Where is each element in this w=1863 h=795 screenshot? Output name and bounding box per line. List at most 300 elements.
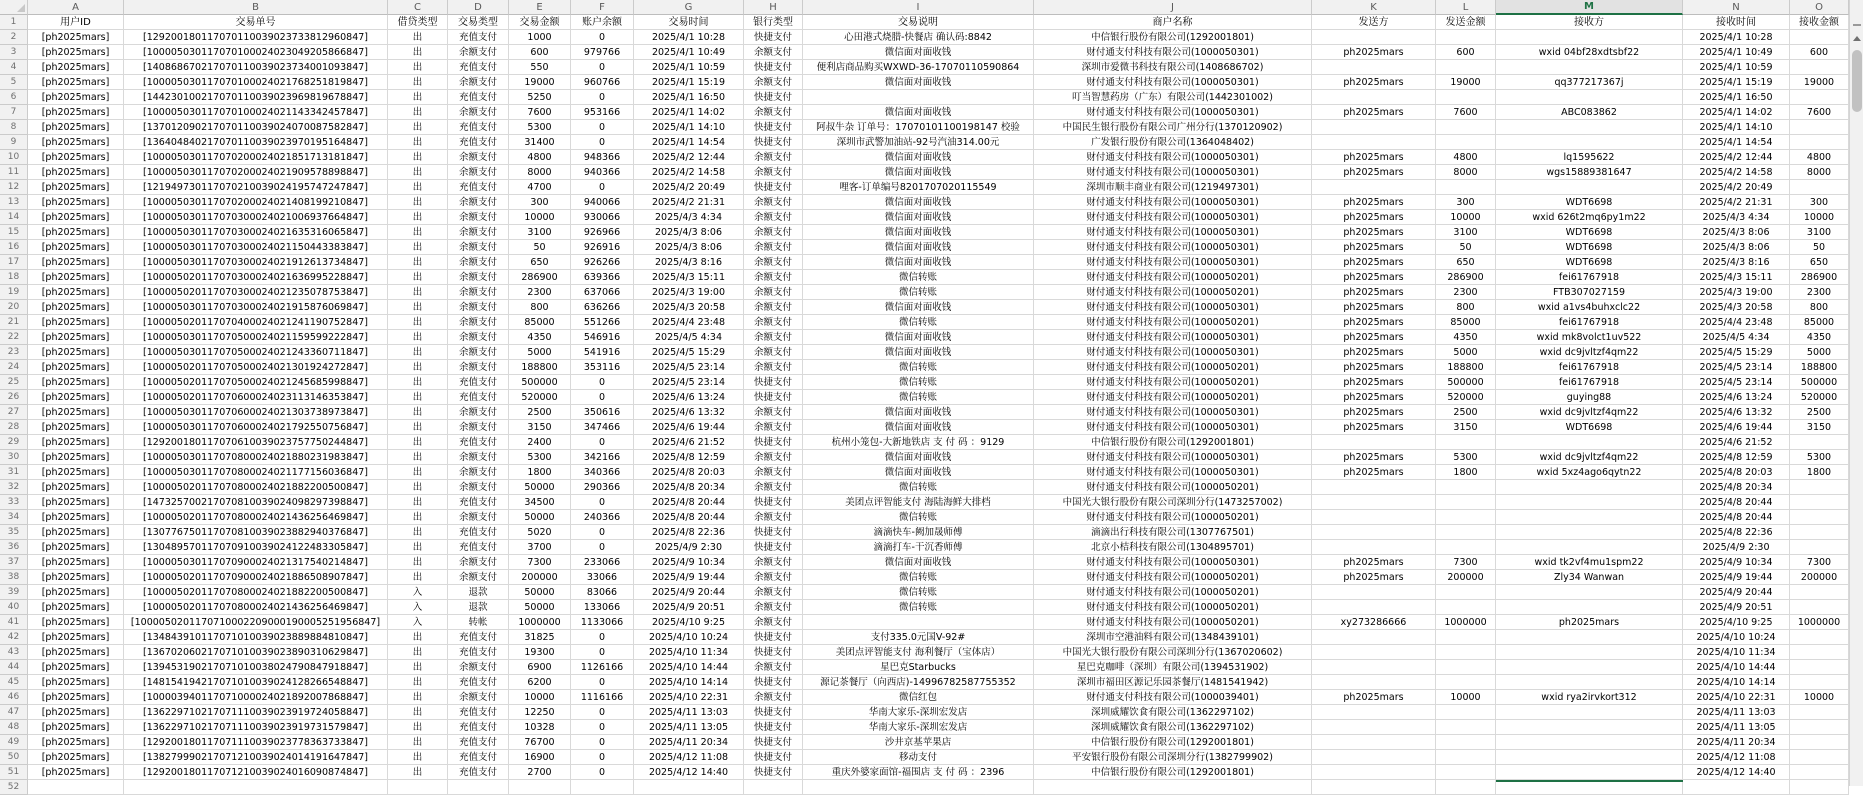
- scroll-up-icon[interactable]: [1853, 36, 1861, 41]
- row-header-7[interactable]: 7: [0, 105, 28, 120]
- cell-L35[interactable]: [1436, 525, 1496, 540]
- cell-F15[interactable]: 926966: [571, 225, 634, 240]
- cell-J26[interactable]: 财付通支付科技有限公司(1000050201): [1034, 390, 1312, 405]
- row-header-47[interactable]: 47: [0, 705, 28, 720]
- cell-E4[interactable]: 550: [509, 60, 571, 75]
- cell-D20[interactable]: 余额支付: [448, 300, 509, 315]
- cell-L23[interactable]: 5000: [1436, 345, 1496, 360]
- cell-M14[interactable]: wxid 626t2mq6py1m22: [1496, 210, 1683, 225]
- cell-K28[interactable]: ph2025mars: [1312, 420, 1436, 435]
- cell-D17[interactable]: 余额支付: [448, 255, 509, 270]
- row-header-21[interactable]: 21: [0, 315, 28, 330]
- cell-N38[interactable]: 2025/4/9 19:44: [1683, 570, 1790, 585]
- cell-K6[interactable]: [1312, 90, 1436, 105]
- cell-D18[interactable]: 余额支付: [448, 270, 509, 285]
- cell-H20[interactable]: 余额支付: [744, 300, 803, 315]
- cell-J9[interactable]: 广发银行股份有限公司(1364048402): [1034, 135, 1312, 150]
- cell-M4[interactable]: [1496, 60, 1683, 75]
- cell-A16[interactable]: [ph2025mars]: [28, 240, 124, 255]
- cell-G26[interactable]: 2025/4/6 13:24: [634, 390, 744, 405]
- cell-A3[interactable]: [ph2025mars]: [28, 45, 124, 60]
- cell-E11[interactable]: 8000: [509, 165, 571, 180]
- cell-M10[interactable]: lq1595622: [1496, 150, 1683, 165]
- cell-I21[interactable]: 微信转账: [803, 315, 1034, 330]
- cell-J4[interactable]: 深圳市爱微书科技有限公司(1408686702): [1034, 60, 1312, 75]
- cell-J52[interactable]: [1034, 780, 1312, 795]
- cell-A19[interactable]: [ph2025mars]: [28, 285, 124, 300]
- cell-B16[interactable]: [100005030117070300024021150443383847]: [124, 240, 388, 255]
- cell-M5[interactable]: qq377217367j: [1496, 75, 1683, 90]
- cell-J15[interactable]: 财付通支付科技有限公司(1000050301): [1034, 225, 1312, 240]
- cell-F19[interactable]: 637066: [571, 285, 634, 300]
- cell-J45[interactable]: 深圳市福田区源记乐园茶餐厅(1481541942): [1034, 675, 1312, 690]
- cell-I36[interactable]: 滴滴打车-干沉香师傅: [803, 540, 1034, 555]
- cell-J19[interactable]: 财付通支付科技有限公司(1000050201): [1034, 285, 1312, 300]
- cell-B25[interactable]: [100005020117070500024021245685998847]: [124, 375, 388, 390]
- cell-J40[interactable]: 财付通支付科技有限公司(1000050201): [1034, 600, 1312, 615]
- cell-I5[interactable]: 微信面对面收钱: [803, 75, 1034, 90]
- row-header-10[interactable]: 10: [0, 150, 28, 165]
- cell-F43[interactable]: 0: [571, 645, 634, 660]
- cell-J20[interactable]: 财付通支付科技有限公司(1000050301): [1034, 300, 1312, 315]
- cell-N39[interactable]: 2025/4/9 20:44: [1683, 585, 1790, 600]
- cell-L32[interactable]: [1436, 480, 1496, 495]
- cell-O52[interactable]: [1790, 780, 1849, 795]
- column-header-A[interactable]: A: [28, 0, 124, 15]
- cell-D4[interactable]: 充值支付: [448, 60, 509, 75]
- cell-O39[interactable]: [1790, 585, 1849, 600]
- cell-K45[interactable]: [1312, 675, 1436, 690]
- cell-M33[interactable]: [1496, 495, 1683, 510]
- cell-N2[interactable]: 2025/4/1 10:28: [1683, 30, 1790, 45]
- cell-G45[interactable]: 2025/4/10 14:14: [634, 675, 744, 690]
- cell-K12[interactable]: [1312, 180, 1436, 195]
- cell-E17[interactable]: 650: [509, 255, 571, 270]
- cell-N45[interactable]: 2025/4/10 14:14: [1683, 675, 1790, 690]
- cell-M26[interactable]: guying88: [1496, 390, 1683, 405]
- cell-L39[interactable]: [1436, 585, 1496, 600]
- cell-L5[interactable]: 19000: [1436, 75, 1496, 90]
- cell-G42[interactable]: 2025/4/10 10:24: [634, 630, 744, 645]
- cell-G52[interactable]: [634, 780, 744, 795]
- cell-G43[interactable]: 2025/4/10 11:34: [634, 645, 744, 660]
- cell-C4[interactable]: 出: [388, 60, 448, 75]
- cell-H46[interactable]: 余额支付: [744, 690, 803, 705]
- cell-H15[interactable]: 余额支付: [744, 225, 803, 240]
- cell-C32[interactable]: 出: [388, 480, 448, 495]
- cell-L15[interactable]: 3100: [1436, 225, 1496, 240]
- cell-O1[interactable]: 接收金额: [1790, 15, 1849, 30]
- cell-O29[interactable]: [1790, 435, 1849, 450]
- cell-I46[interactable]: 微信红包: [803, 690, 1034, 705]
- cell-O16[interactable]: 50: [1790, 240, 1849, 255]
- cell-I40[interactable]: 微信转账: [803, 600, 1034, 615]
- cell-H31[interactable]: 余额支付: [744, 465, 803, 480]
- cell-B35[interactable]: [130776750117070810039023882940376847]: [124, 525, 388, 540]
- cell-A4[interactable]: [ph2025mars]: [28, 60, 124, 75]
- cell-N33[interactable]: 2025/4/8 20:44: [1683, 495, 1790, 510]
- cell-G50[interactable]: 2025/4/12 11:08: [634, 750, 744, 765]
- cell-K19[interactable]: ph2025mars: [1312, 285, 1436, 300]
- cell-C30[interactable]: 出: [388, 450, 448, 465]
- cell-G31[interactable]: 2025/4/8 20:03: [634, 465, 744, 480]
- cell-M36[interactable]: [1496, 540, 1683, 555]
- cell-I8[interactable]: 阿叔牛杂 订单号：17070101100198147 校验: [803, 120, 1034, 135]
- cell-M17[interactable]: WDT6698: [1496, 255, 1683, 270]
- cell-C7[interactable]: 出: [388, 105, 448, 120]
- cell-M29[interactable]: [1496, 435, 1683, 450]
- cell-M22[interactable]: wxid mk8volct1uv522: [1496, 330, 1683, 345]
- cell-A27[interactable]: [ph2025mars]: [28, 405, 124, 420]
- cell-C6[interactable]: 出: [388, 90, 448, 105]
- cell-H45[interactable]: 快捷支付: [744, 675, 803, 690]
- cell-E24[interactable]: 188800: [509, 360, 571, 375]
- cell-M6[interactable]: [1496, 90, 1683, 105]
- cell-C18[interactable]: 出: [388, 270, 448, 285]
- cell-K14[interactable]: ph2025mars: [1312, 210, 1436, 225]
- cell-D35[interactable]: 充值支付: [448, 525, 509, 540]
- cell-F46[interactable]: 1116166: [571, 690, 634, 705]
- cell-D41[interactable]: 转帐: [448, 615, 509, 630]
- cell-O10[interactable]: 4800: [1790, 150, 1849, 165]
- cell-O47[interactable]: [1790, 705, 1849, 720]
- cell-N35[interactable]: 2025/4/8 22:36: [1683, 525, 1790, 540]
- cell-F20[interactable]: 636266: [571, 300, 634, 315]
- cell-A41[interactable]: [ph2025mars]: [28, 615, 124, 630]
- cell-C1[interactable]: 借贷类型: [388, 15, 448, 30]
- cell-G15[interactable]: 2025/4/3 8:06: [634, 225, 744, 240]
- cell-O7[interactable]: 7600: [1790, 105, 1849, 120]
- cell-O3[interactable]: 600: [1790, 45, 1849, 60]
- cell-M21[interactable]: fei61767918: [1496, 315, 1683, 330]
- cell-G4[interactable]: 2025/4/1 10:59: [634, 60, 744, 75]
- row-header-14[interactable]: 14: [0, 210, 28, 225]
- cell-L11[interactable]: 8000: [1436, 165, 1496, 180]
- cell-N4[interactable]: 2025/4/1 10:59: [1683, 60, 1790, 75]
- cell-N13[interactable]: 2025/4/2 21:31: [1683, 195, 1790, 210]
- cell-E16[interactable]: 50: [509, 240, 571, 255]
- row-header-16[interactable]: 16: [0, 240, 28, 255]
- row-header-43[interactable]: 43: [0, 645, 28, 660]
- cell-F12[interactable]: 0: [571, 180, 634, 195]
- cell-G7[interactable]: 2025/4/1 14:02: [634, 105, 744, 120]
- cell-G25[interactable]: 2025/4/5 23:14: [634, 375, 744, 390]
- cell-I37[interactable]: 微信面对面收钱: [803, 555, 1034, 570]
- cell-K22[interactable]: ph2025mars: [1312, 330, 1436, 345]
- cell-A7[interactable]: [ph2025mars]: [28, 105, 124, 120]
- cell-K34[interactable]: [1312, 510, 1436, 525]
- cell-B33[interactable]: [147325700217070810039024098297398847]: [124, 495, 388, 510]
- cell-D31[interactable]: 余额支付: [448, 465, 509, 480]
- cell-K33[interactable]: [1312, 495, 1436, 510]
- cell-K27[interactable]: ph2025mars: [1312, 405, 1436, 420]
- cell-I34[interactable]: 微信转账: [803, 510, 1034, 525]
- cell-K2[interactable]: [1312, 30, 1436, 45]
- cell-E49[interactable]: 76700: [509, 735, 571, 750]
- cell-N18[interactable]: 2025/4/3 15:11: [1683, 270, 1790, 285]
- cell-C36[interactable]: 出: [388, 540, 448, 555]
- column-header-N[interactable]: N: [1683, 0, 1790, 15]
- cell-O18[interactable]: 286900: [1790, 270, 1849, 285]
- cell-I38[interactable]: 微信转账: [803, 570, 1034, 585]
- cell-O20[interactable]: 800: [1790, 300, 1849, 315]
- cell-H51[interactable]: 快捷支付: [744, 765, 803, 780]
- cell-I33[interactable]: 美团点评智能支付 海陆海鲜大排档: [803, 495, 1034, 510]
- cell-N25[interactable]: 2025/4/5 23:14: [1683, 375, 1790, 390]
- cell-F4[interactable]: 0: [571, 60, 634, 75]
- cell-K5[interactable]: ph2025mars: [1312, 75, 1436, 90]
- cell-A6[interactable]: [ph2025mars]: [28, 90, 124, 105]
- cell-J22[interactable]: 财付通支付科技有限公司(1000050301): [1034, 330, 1312, 345]
- cell-I30[interactable]: 微信面对面收钱: [803, 450, 1034, 465]
- cell-D19[interactable]: 余额支付: [448, 285, 509, 300]
- cell-A8[interactable]: [ph2025mars]: [28, 120, 124, 135]
- cell-L1[interactable]: 发送金额: [1436, 15, 1496, 30]
- cell-D15[interactable]: 余额支付: [448, 225, 509, 240]
- cell-J37[interactable]: 财付通支付科技有限公司(1000050301): [1034, 555, 1312, 570]
- cell-I45[interactable]: 源记茶餐厅（向西店)-14996782587755352: [803, 675, 1034, 690]
- row-header-4[interactable]: 4: [0, 60, 28, 75]
- cell-B22[interactable]: [100005030117070500024021159599222847]: [124, 330, 388, 345]
- cell-F24[interactable]: 353116: [571, 360, 634, 375]
- cell-M27[interactable]: wxid dc9jvltzf4qm22: [1496, 405, 1683, 420]
- cell-H27[interactable]: 余额支付: [744, 405, 803, 420]
- row-header-26[interactable]: 26: [0, 390, 28, 405]
- cell-O35[interactable]: [1790, 525, 1849, 540]
- cell-D37[interactable]: 余额支付: [448, 555, 509, 570]
- cell-E47[interactable]: 12250: [509, 705, 571, 720]
- cell-F9[interactable]: 0: [571, 135, 634, 150]
- row-header-50[interactable]: 50: [0, 750, 28, 765]
- cell-J6[interactable]: 叮当智慧药房（广东）有限公司(1442301002): [1034, 90, 1312, 105]
- cell-H16[interactable]: 余额支付: [744, 240, 803, 255]
- cell-A51[interactable]: [ph2025mars]: [28, 765, 124, 780]
- cell-O23[interactable]: 5000: [1790, 345, 1849, 360]
- cell-C16[interactable]: 出: [388, 240, 448, 255]
- cell-C9[interactable]: 出: [388, 135, 448, 150]
- cell-K50[interactable]: [1312, 750, 1436, 765]
- cell-I6[interactable]: [803, 90, 1034, 105]
- cell-D3[interactable]: 余额支付: [448, 45, 509, 60]
- cell-E2[interactable]: 1000: [509, 30, 571, 45]
- cell-E37[interactable]: 7300: [509, 555, 571, 570]
- cell-G17[interactable]: 2025/4/3 8:16: [634, 255, 744, 270]
- cell-L42[interactable]: [1436, 630, 1496, 645]
- cell-B20[interactable]: [100005030117070300024021915876069847]: [124, 300, 388, 315]
- row-header-9[interactable]: 9: [0, 135, 28, 150]
- cell-L7[interactable]: 7600: [1436, 105, 1496, 120]
- cell-H41[interactable]: 余额支付: [744, 615, 803, 630]
- cell-K43[interactable]: [1312, 645, 1436, 660]
- cell-C29[interactable]: 出: [388, 435, 448, 450]
- cell-L44[interactable]: [1436, 660, 1496, 675]
- cell-E34[interactable]: 50000: [509, 510, 571, 525]
- cell-M39[interactable]: [1496, 585, 1683, 600]
- cell-H5[interactable]: 余额支付: [744, 75, 803, 90]
- cell-K42[interactable]: [1312, 630, 1436, 645]
- cell-E20[interactable]: 800: [509, 300, 571, 315]
- cell-J30[interactable]: 财付通支付科技有限公司(1000050301): [1034, 450, 1312, 465]
- cell-K1[interactable]: 发送方: [1312, 15, 1436, 30]
- cell-L49[interactable]: [1436, 735, 1496, 750]
- cell-C46[interactable]: 出: [388, 690, 448, 705]
- cell-H23[interactable]: 余额支付: [744, 345, 803, 360]
- cell-H7[interactable]: 余额支付: [744, 105, 803, 120]
- cell-G13[interactable]: 2025/4/2 21:31: [634, 195, 744, 210]
- row-header-17[interactable]: 17: [0, 255, 28, 270]
- cell-M7[interactable]: ABC083862: [1496, 105, 1683, 120]
- cell-D16[interactable]: 余额支付: [448, 240, 509, 255]
- cell-F18[interactable]: 639366: [571, 270, 634, 285]
- cell-E42[interactable]: 31825: [509, 630, 571, 645]
- cell-H8[interactable]: 快捷支付: [744, 120, 803, 135]
- cell-N3[interactable]: 2025/4/1 10:49: [1683, 45, 1790, 60]
- cell-E14[interactable]: 10000: [509, 210, 571, 225]
- cell-E40[interactable]: 50000: [509, 600, 571, 615]
- cell-G1[interactable]: 交易时间: [634, 15, 744, 30]
- cell-O21[interactable]: 85000: [1790, 315, 1849, 330]
- cell-B42[interactable]: [134843910117071010039023889884810847]: [124, 630, 388, 645]
- cell-L6[interactable]: [1436, 90, 1496, 105]
- cell-L52[interactable]: [1436, 780, 1496, 795]
- cell-I29[interactable]: 杭州小笼包-大新地铁店 支 付 码 ：9129: [803, 435, 1034, 450]
- cell-H12[interactable]: 快捷支付: [744, 180, 803, 195]
- cell-C28[interactable]: 出: [388, 420, 448, 435]
- cell-L30[interactable]: 5300: [1436, 450, 1496, 465]
- cell-B7[interactable]: [100005030117070100024021143342457847]: [124, 105, 388, 120]
- cell-C35[interactable]: 出: [388, 525, 448, 540]
- cell-E31[interactable]: 1800: [509, 465, 571, 480]
- cell-K4[interactable]: [1312, 60, 1436, 75]
- cell-A13[interactable]: [ph2025mars]: [28, 195, 124, 210]
- cell-D22[interactable]: 余额支付: [448, 330, 509, 345]
- cell-B48[interactable]: [136229710217071110039023919731579847]: [124, 720, 388, 735]
- cell-J3[interactable]: 财付通支付科技有限公司(1000050301): [1034, 45, 1312, 60]
- cell-C31[interactable]: 出: [388, 465, 448, 480]
- cell-O45[interactable]: [1790, 675, 1849, 690]
- cell-L9[interactable]: [1436, 135, 1496, 150]
- cell-E35[interactable]: 5020: [509, 525, 571, 540]
- cell-B5[interactable]: [100005030117070100024021768251819847]: [124, 75, 388, 90]
- cell-C37[interactable]: 出: [388, 555, 448, 570]
- cell-O14[interactable]: 10000: [1790, 210, 1849, 225]
- row-header-37[interactable]: 37: [0, 555, 28, 570]
- cell-M28[interactable]: WDT6698: [1496, 420, 1683, 435]
- cell-E30[interactable]: 5300: [509, 450, 571, 465]
- cell-J16[interactable]: 财付通支付科技有限公司(1000050301): [1034, 240, 1312, 255]
- cell-N31[interactable]: 2025/4/8 20:03: [1683, 465, 1790, 480]
- cell-B23[interactable]: [100005030117070500024021243360711847]: [124, 345, 388, 360]
- cell-F25[interactable]: 0: [571, 375, 634, 390]
- cell-F16[interactable]: 926916: [571, 240, 634, 255]
- row-header-25[interactable]: 25: [0, 375, 28, 390]
- cell-N27[interactable]: 2025/4/6 13:32: [1683, 405, 1790, 420]
- cell-E21[interactable]: 85000: [509, 315, 571, 330]
- cell-F1[interactable]: 账户余额: [571, 15, 634, 30]
- cell-M44[interactable]: [1496, 660, 1683, 675]
- cell-M30[interactable]: wxid dc9jvltzf4qm22: [1496, 450, 1683, 465]
- cell-G14[interactable]: 2025/4/3 4:34: [634, 210, 744, 225]
- cell-B38[interactable]: [100005020117070900024021886508907847]: [124, 570, 388, 585]
- cell-N50[interactable]: 2025/4/12 11:08: [1683, 750, 1790, 765]
- cell-A15[interactable]: [ph2025mars]: [28, 225, 124, 240]
- cell-L46[interactable]: 10000: [1436, 690, 1496, 705]
- cell-E10[interactable]: 4800: [509, 150, 571, 165]
- cell-M1[interactable]: 接收方: [1496, 15, 1683, 30]
- cell-A37[interactable]: [ph2025mars]: [28, 555, 124, 570]
- cell-B28[interactable]: [100005030117070600024021792550756847]: [124, 420, 388, 435]
- row-header-39[interactable]: 39: [0, 585, 28, 600]
- cell-K49[interactable]: [1312, 735, 1436, 750]
- cell-L27[interactable]: 2500: [1436, 405, 1496, 420]
- cell-N41[interactable]: 2025/4/10 9:25: [1683, 615, 1790, 630]
- cell-D2[interactable]: 充值支付: [448, 30, 509, 45]
- cell-F14[interactable]: 930066: [571, 210, 634, 225]
- cell-A40[interactable]: [ph2025mars]: [28, 600, 124, 615]
- cell-A50[interactable]: [ph2025mars]: [28, 750, 124, 765]
- cell-E7[interactable]: 7600: [509, 105, 571, 120]
- cell-B30[interactable]: [100005030117070800024021880231983847]: [124, 450, 388, 465]
- cell-B18[interactable]: [100005020117070300024021636995228847]: [124, 270, 388, 285]
- cell-D11[interactable]: 余额支付: [448, 165, 509, 180]
- cell-O36[interactable]: [1790, 540, 1849, 555]
- cell-K41[interactable]: xy273286666: [1312, 615, 1436, 630]
- cell-K37[interactable]: ph2025mars: [1312, 555, 1436, 570]
- row-header-46[interactable]: 46: [0, 690, 28, 705]
- cell-J41[interactable]: 财付通支付科技有限公司(1000050201): [1034, 615, 1312, 630]
- cell-J50[interactable]: 平安银行股份有限公司深圳分行(1382799902): [1034, 750, 1312, 765]
- cell-N32[interactable]: 2025/4/8 20:34: [1683, 480, 1790, 495]
- row-header-45[interactable]: 45: [0, 675, 28, 690]
- cell-K29[interactable]: [1312, 435, 1436, 450]
- column-header-G[interactable]: G: [634, 0, 744, 15]
- cell-B46[interactable]: [100003940117071000024021892007868847]: [124, 690, 388, 705]
- cell-L13[interactable]: 300: [1436, 195, 1496, 210]
- cell-N24[interactable]: 2025/4/5 23:14: [1683, 360, 1790, 375]
- cell-G20[interactable]: 2025/4/3 20:58: [634, 300, 744, 315]
- cell-B44[interactable]: [139453190217071010038024790847918847]: [124, 660, 388, 675]
- row-header-48[interactable]: 48: [0, 720, 28, 735]
- cell-D32[interactable]: 余额支付: [448, 480, 509, 495]
- cell-F8[interactable]: 0: [571, 120, 634, 135]
- cell-G18[interactable]: 2025/4/3 15:11: [634, 270, 744, 285]
- cell-O9[interactable]: [1790, 135, 1849, 150]
- cell-H33[interactable]: 快捷支付: [744, 495, 803, 510]
- cell-C17[interactable]: 出: [388, 255, 448, 270]
- cell-N19[interactable]: 2025/4/3 19:00: [1683, 285, 1790, 300]
- cell-B10[interactable]: [100005030117070200024021851713181847]: [124, 150, 388, 165]
- cell-J2[interactable]: 中信银行股份有限公司(1292001801): [1034, 30, 1312, 45]
- cell-B34[interactable]: [100005020117070800024021436256469847]: [124, 510, 388, 525]
- cell-I14[interactable]: 微信面对面收钱: [803, 210, 1034, 225]
- cell-C38[interactable]: 出: [388, 570, 448, 585]
- cell-B40[interactable]: [100005020117070800024021436256469847]: [124, 600, 388, 615]
- cell-N46[interactable]: 2025/4/10 22:31: [1683, 690, 1790, 705]
- cell-L19[interactable]: 2300: [1436, 285, 1496, 300]
- cell-J31[interactable]: 财付通支付科技有限公司(1000050301): [1034, 465, 1312, 480]
- cell-B50[interactable]: [138279990217071210039024014191647847]: [124, 750, 388, 765]
- cell-I3[interactable]: 微信面对面收钱: [803, 45, 1034, 60]
- cell-A35[interactable]: [ph2025mars]: [28, 525, 124, 540]
- cell-N23[interactable]: 2025/4/5 15:29: [1683, 345, 1790, 360]
- cell-D13[interactable]: 余额支付: [448, 195, 509, 210]
- vertical-scrollbar[interactable]: [1849, 0, 1863, 786]
- cell-A34[interactable]: [ph2025mars]: [28, 510, 124, 525]
- cell-I27[interactable]: 微信面对面收钱: [803, 405, 1034, 420]
- cell-G5[interactable]: 2025/4/1 15:19: [634, 75, 744, 90]
- cell-N29[interactable]: 2025/4/6 21:52: [1683, 435, 1790, 450]
- cell-M40[interactable]: [1496, 600, 1683, 615]
